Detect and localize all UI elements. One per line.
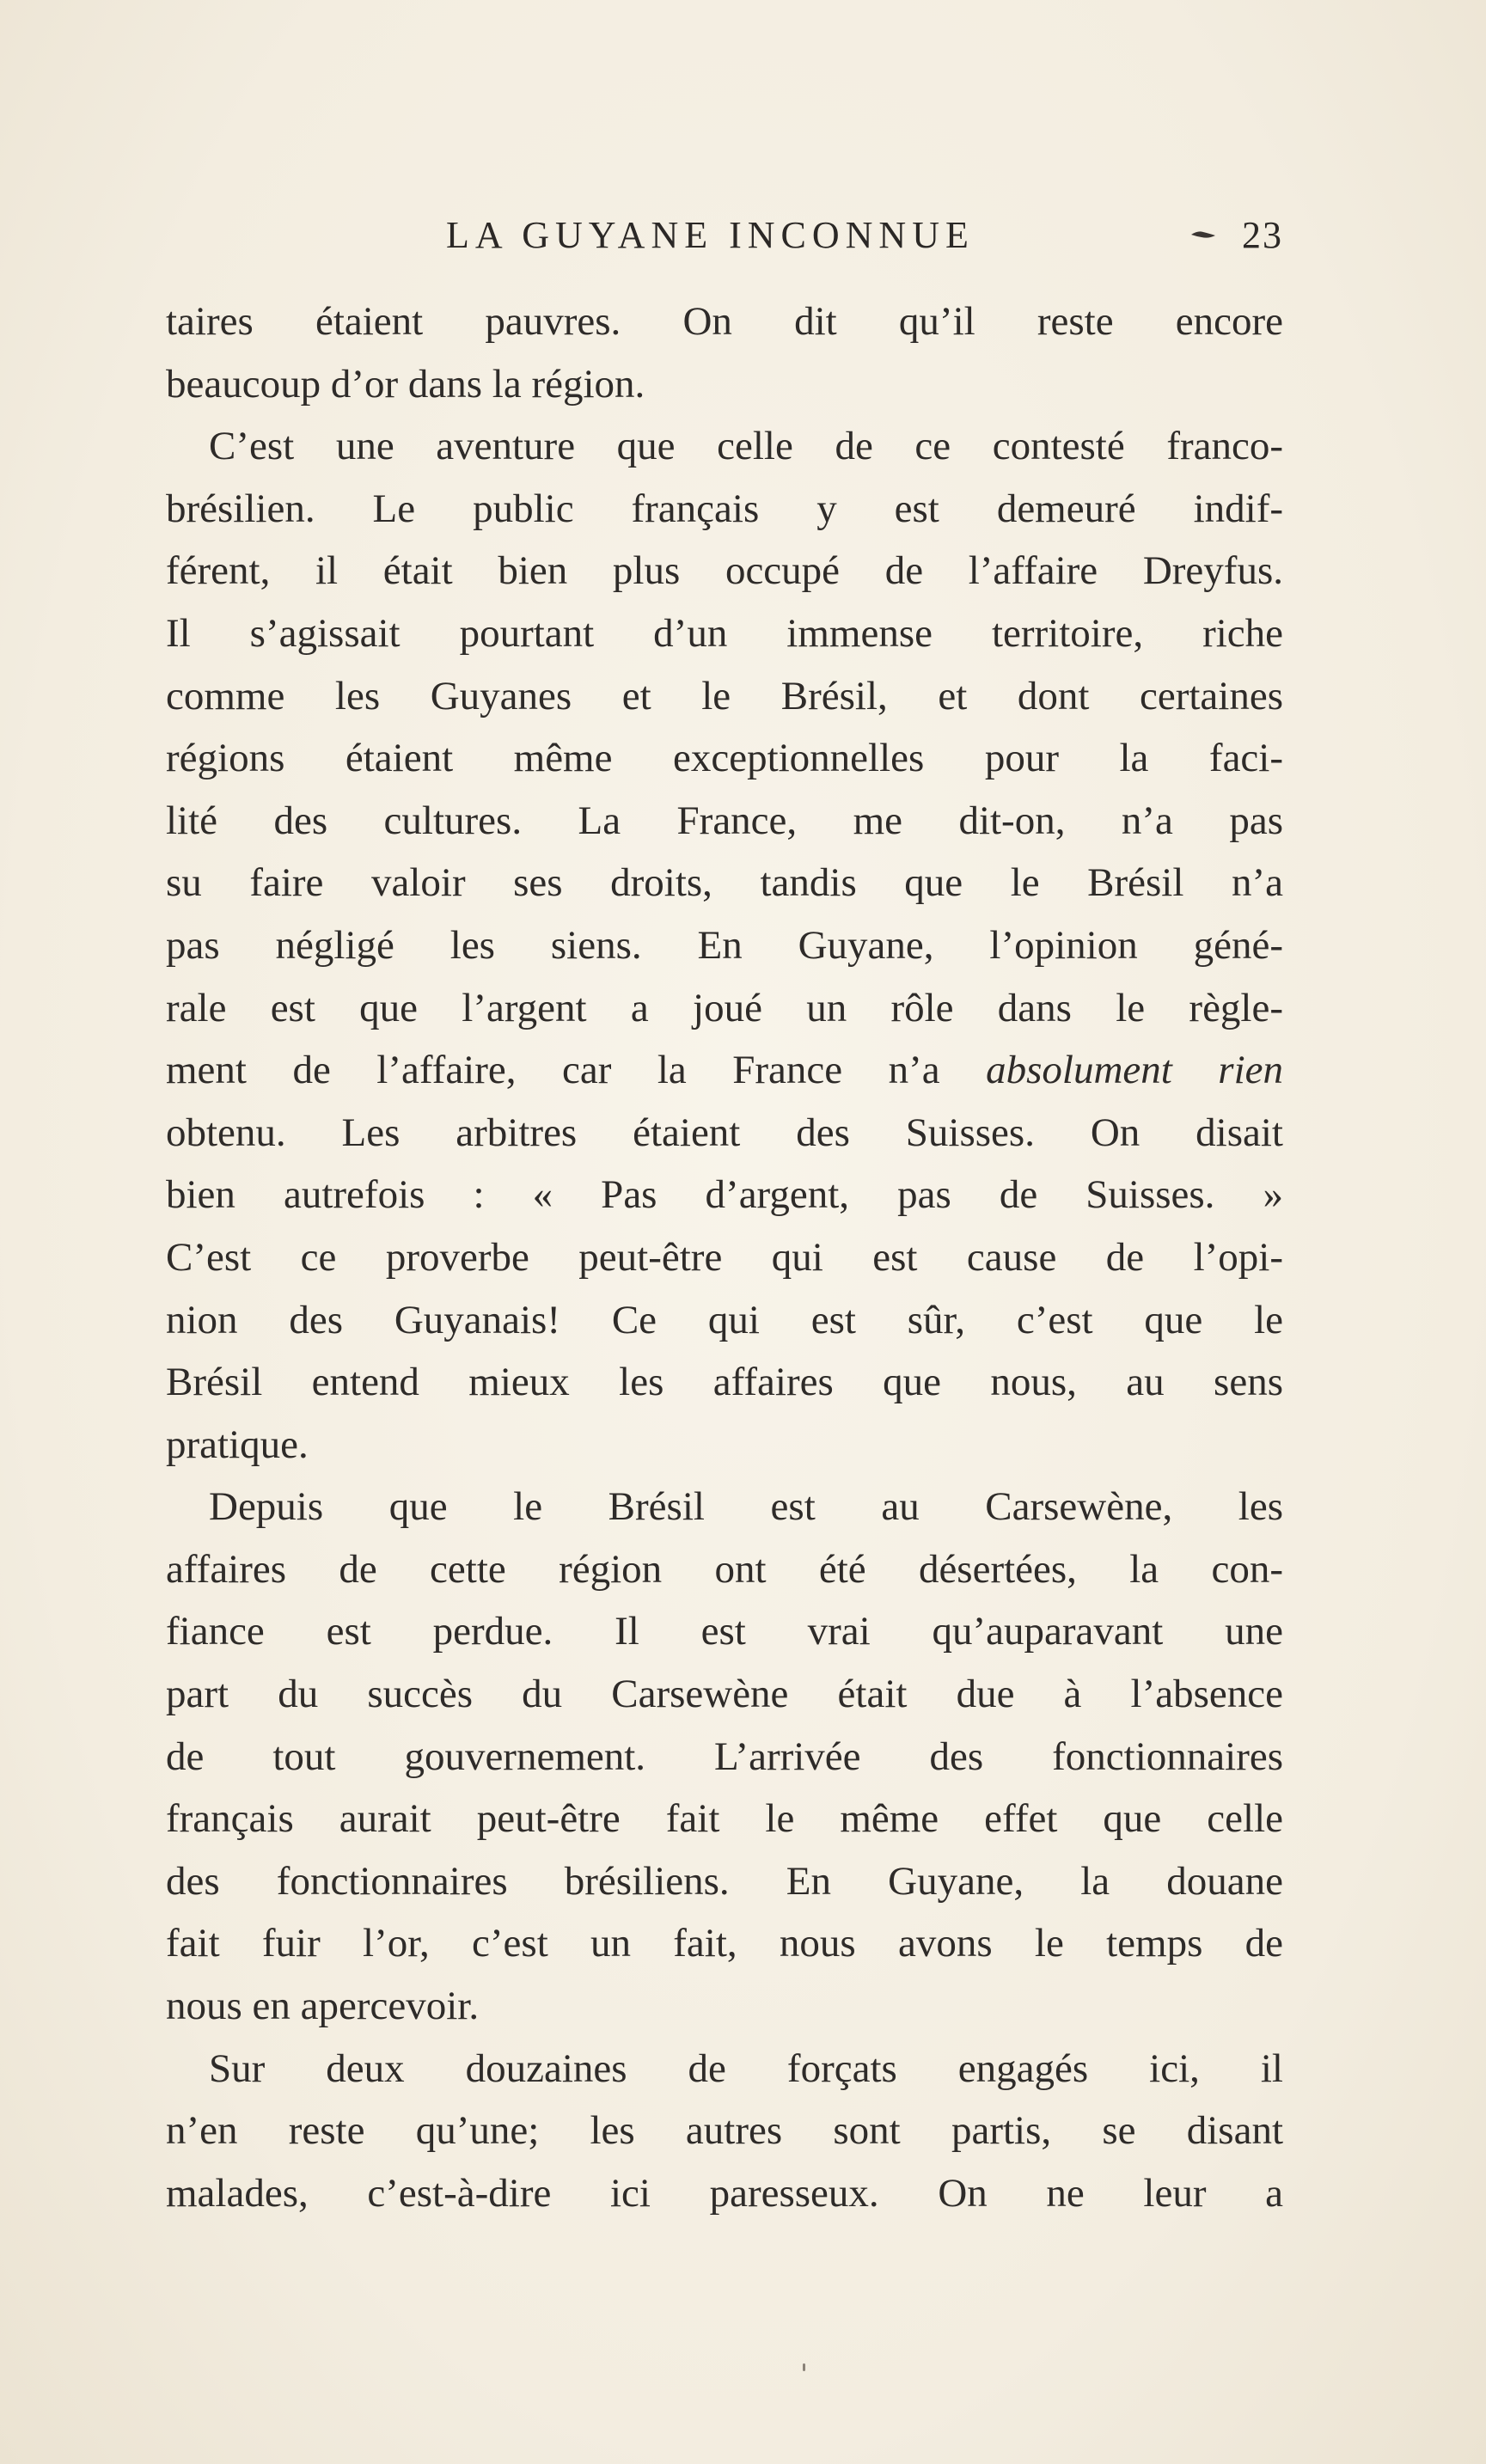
ink-speck bbox=[803, 2363, 805, 2371]
text-line: bien autrefois : « Pas d’argent, pas de Suisses. » bbox=[166, 1172, 1283, 1218]
text-line: fait fuir l’or, c’est un fait, nous avons le temps de bbox=[166, 1921, 1283, 1966]
text-line bbox=[166, 1039, 1283, 1102]
text-line: obtenu. Les arbitres étaient des Suisses. On disait bbox=[166, 1110, 1283, 1155]
text-line: C’est ce proverbe peut-être qui est cause de l’opi- bbox=[166, 1234, 1283, 1280]
text-line: part du succès du Carsewène était due à l’absence bbox=[166, 1672, 1283, 1717]
text-span: ment de l’affaire, car la France n’a bbox=[166, 1048, 987, 1093]
body-text bbox=[166, 290, 1283, 2224]
text-line: beaucoup d’or dans la région. bbox=[166, 361, 645, 407]
text-line: Depuis que le Brésil est au Carsewène, les bbox=[209, 1484, 1283, 1530]
text-line: nion des Guyanais! Ce qui est sûr, c’est que le bbox=[166, 1297, 1283, 1342]
text-line: pratique. bbox=[166, 1422, 309, 1467]
text-line: de tout gouvernement. L’arrivée des fonctionnaires bbox=[166, 1733, 1283, 1779]
text-line: comme les Guyanes et le Brésil, et dont certaines bbox=[166, 673, 1283, 718]
dash-ornament-icon bbox=[1191, 230, 1215, 239]
text-line: fiance est perdue. Il est vrai qu’auparavant une bbox=[166, 1609, 1283, 1654]
text-line: Il s’agissait pourtant d’un immense territoire, riche bbox=[166, 610, 1283, 656]
running-title: LA GUYANE INCONNUE bbox=[446, 214, 975, 256]
text-line: brésilien. Le public français y est demeuré indif- bbox=[166, 486, 1283, 531]
text-line: su faire valoir ses droits, tandis que le Brésil n’a bbox=[166, 860, 1283, 906]
text-line: férent, il était bien plus occupé de l’affaire Dreyfus. bbox=[166, 548, 1283, 594]
text-line: régions étaient même exceptionnelles pour la faci- bbox=[166, 736, 1283, 781]
text-line: malades, c’est-à-dire ici paresseux. On ne leur a bbox=[166, 2170, 1283, 2216]
text-line: nous en apercevoir. bbox=[166, 1984, 480, 2029]
text-line: affaires de cette région ont été désertées, la con- bbox=[166, 1546, 1283, 1592]
italic-emphasis: absolument rien bbox=[986, 1048, 1283, 1093]
text-line: français aurait peut-être fait le même effet que celle bbox=[166, 1796, 1283, 1842]
text-line: lité des cultures. La France, me dit-on, n’a pas bbox=[166, 798, 1283, 843]
text-line: des fonctionnaires brésiliens. En Guyane, la douane bbox=[166, 1858, 1283, 1904]
text-line: n’en reste qu’une; les autres sont partis, se disant bbox=[166, 2108, 1283, 2154]
text-line: Brésil entend mieux les affaires que nous, au sens bbox=[166, 1360, 1283, 1405]
text-line: C’est une aventure que celle de ce contesté franco- bbox=[209, 424, 1283, 469]
text-line: rale est que l’argent a joué un rôle dans le règle- bbox=[166, 985, 1283, 1030]
page-number: 23 bbox=[1242, 214, 1283, 256]
text-line: Sur deux douzaines de forçats engagés ici, il bbox=[209, 2045, 1283, 2091]
text-line: pas négligé les siens. En Guyane, l’opinion géné- bbox=[166, 922, 1283, 968]
text-line: taires étaient pauvres. On dit qu’il reste encore bbox=[166, 299, 1283, 344]
page-header bbox=[166, 213, 1283, 265]
